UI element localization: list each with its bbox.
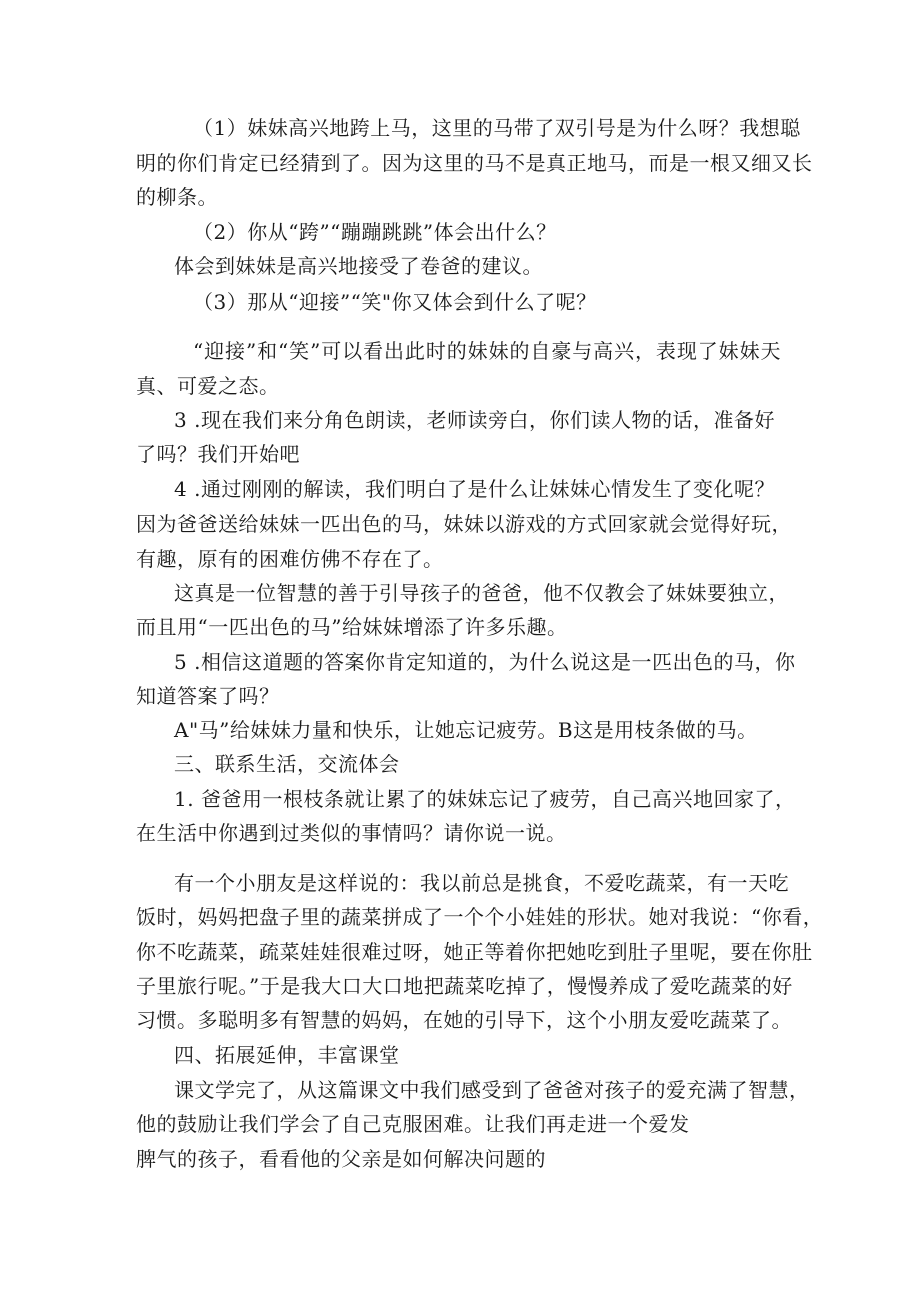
text-line: 3 .现在我们来分角色朗读，老师读旁白，你们读人物的话，准备好 [174, 408, 775, 432]
text-line: 了吗？我们开始吧 [136, 442, 300, 466]
text-line: 的柳条。 [136, 185, 218, 209]
text-line: 你不吃蔬菜，疏菜娃娃很难过呀，她正等着你把她吃到肚子里呢，要在你肚 [136, 940, 813, 964]
section-heading: 四、拓展延伸，丰富课堂 [174, 1043, 400, 1067]
text-line: 这真是一位智慧的善于引导孩子的爸爸，他不仅教会了妹妹要独立， [174, 581, 789, 605]
text-line: 1. 爸爸用一根枝条就让累了的妹妹忘记了疲劳，自己高兴地回家了， [174, 787, 796, 811]
text-line: 子里旅行呢。”于是我大口大口地把蔬菜吃掉了，慢慢养成了爱吃蔬菜的好 [136, 974, 793, 998]
text-line: 饭时，妈妈把盘子里的蔬菜拼成了一个个小娃娃的形状。她对我说：“你看， [136, 905, 824, 929]
text-line: 知道答案了吗？ [136, 684, 280, 708]
text-line: 课文学完了，从这篇课文中我们感受到了爸爸对孩子的爱充满了智慧， [174, 1078, 810, 1102]
text-line: 习惯。多聪明多有智慧的妈妈，在她的引导下，这个小朋友爱吃蔬菜了。 [136, 1008, 792, 1032]
text-line: （3）那从“迎接”“笑"你又体会到什么了呢？ [193, 290, 597, 314]
text-line: 脾气的孩子，看看他的父亲是如何解决问题的 [136, 1147, 546, 1171]
text-line: 他的鼓励让我们学会了自己克服困难。让我们再走进一个爱发 [136, 1112, 690, 1136]
text-line: 4 .通过刚刚的解读，我们明白了是什么让妹妹心情发生了变化呢？ [174, 477, 775, 501]
text-line: 真、可爱之态。 [136, 374, 280, 398]
text-line: 明的你们肯定已经猜到了。因为这里的马不是真正地马，而是一根又细又长 [136, 151, 813, 175]
text-line: 因为爸爸送给妹妹一匹出色的马，妹妹以游戏的方式回家就会觉得好玩， [136, 512, 792, 536]
text-line: A"马”给妹妹力量和快乐，让她忘记疲劳。B这是用枝条做的马。 [174, 718, 758, 742]
text-line: 5 .相信这道题的答案你肯定知道的，为什么说这是一匹出色的马，你 [174, 650, 796, 674]
text-line: 有一个小朋友是这样说的：我以前总是挑食，不爱吃蔬菜，有一天吃 [174, 871, 789, 895]
section-heading: 三、联系生活，交流体会 [174, 752, 400, 776]
text-line: 有趣，原有的困难仿佛不存在了。 [136, 547, 444, 571]
text-line: “迎接”和“笑”可以看出此时的妹妹的自豪与高兴，表现了妹妹天 [193, 339, 781, 363]
text-line: （1）妹妹高兴地跨上马，这里的马带了双引号是为什么呀？我想聪 [193, 116, 801, 140]
text-line: 体会到妹妹是高兴地接受了卷爸的建议。 [174, 254, 543, 278]
text-line: 而且用“一匹出色的马”给妹妹增添了许多乐趣。 [136, 615, 568, 639]
text-line: 在生活中你遇到过类似的事情吗？请你说一说。 [136, 821, 567, 845]
text-line: （2）你从“跨”“蹦蹦跳跳”体会出什么？ [193, 220, 557, 244]
